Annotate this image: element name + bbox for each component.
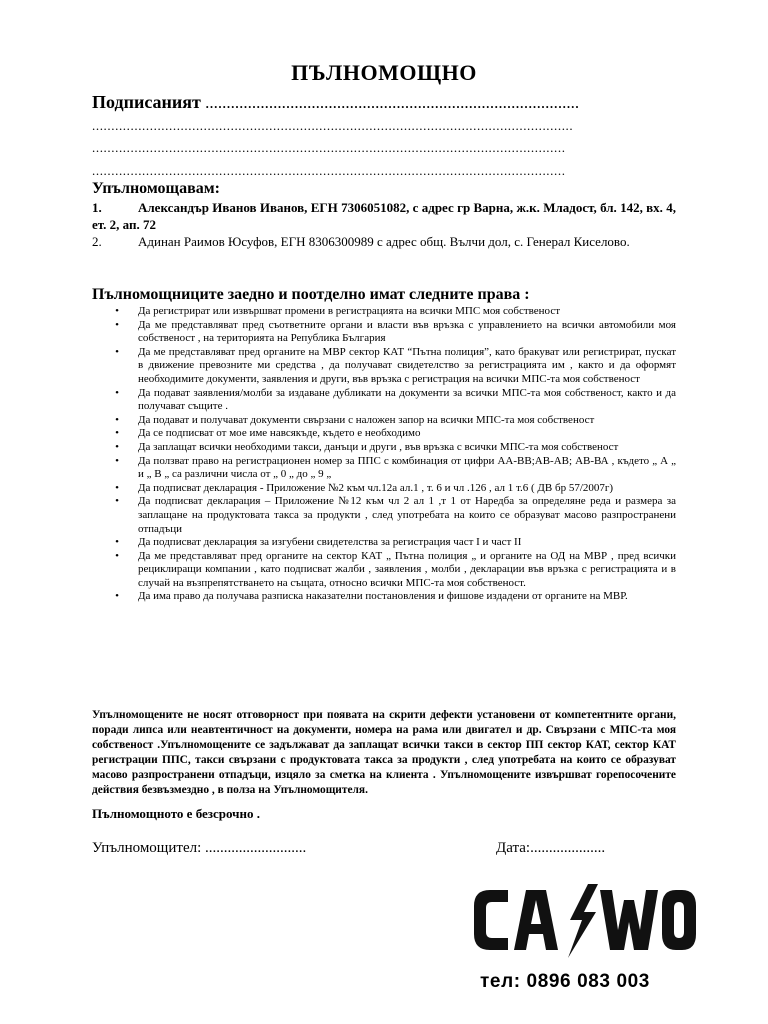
right-text: Да ме представляват пред органите на сектор КАТ „ Пътна полиция „ и органите на ОД на МВР , пред всички рециклиращи компании , като подписват жалби , заявления , молби , декларации във връзка с регистрацията и в случай на възпрепятстването на същата, относно всички МПС-та моя собственост. <box>138 549 676 589</box>
list-item <box>108 495 676 536</box>
bullet-icon: • <box>115 318 119 331</box>
list-item <box>108 305 676 319</box>
right-text: Да заплащат всички необходими такси, данъци и други , във връзка с всички МПС-та моя собственост <box>138 440 619 453</box>
right-text: Да подават заявления/молби за издаване дубликати на документи за всички МПС-та моя собственост, както и да получават същите . <box>138 386 676 413</box>
list-item <box>108 427 676 441</box>
rights-list <box>108 305 676 604</box>
right-text: Да подписват декларация - Приложение №2 към чл.12а ал.1 , т. 6 и чл .126 , ал 1 т.6 ( ДВ бр 57/2007г) <box>138 481 614 494</box>
list-item <box>108 590 676 604</box>
agent-text: Адинан Раимов Юсуфов, ЕГН 8306300989 с адрес общ. Вълчи дол, с. Генерал Киселово. <box>138 234 630 249</box>
right-text: Да ме представляват пред органите на МВР сектор КАТ “Пътна полиция”, като бракуват или регистрират, пускат в движение превозните ми средства , да получават свидетелство за регистрацията им , както и да оформят необходимите документи, заявления и други, във връзка с регистрация на всички МПС-та моя собственост <box>138 345 676 385</box>
bullet-icon: • <box>115 345 119 358</box>
right-text: Да ме представляват пред съответните органи и власти във връзка с управлението на всички автомобили моя собственост , на територията на Република България <box>138 318 676 345</box>
company-stamp <box>450 868 700 1002</box>
bullet-icon: • <box>115 536 119 549</box>
agent-number: 1. <box>92 200 102 215</box>
bullet-icon: • <box>115 440 119 453</box>
document-title: ПЪЛНОМОЩНО <box>291 60 477 85</box>
validity-statement: Пълномощното е безсрочно . <box>92 806 260 821</box>
signatory-blank: ........................................................................................ <box>205 93 580 112</box>
right-text: Да има право да получава разписка наказателни постановления и фишове издадени от органите на МВР. <box>138 590 628 603</box>
list-item <box>108 455 676 482</box>
list-item <box>108 536 676 550</box>
agent-2 <box>92 233 676 250</box>
bullet-icon: • <box>115 590 119 603</box>
list-item <box>108 319 676 346</box>
bullet-icon: • <box>115 305 119 317</box>
company-logo <box>450 868 700 968</box>
agent-number: 2. <box>92 234 102 249</box>
bullet-icon: • <box>115 549 119 562</box>
bullet-icon: • <box>115 386 119 399</box>
bullet-icon: • <box>115 427 119 440</box>
authorize-heading: Упълномощавам: <box>92 180 220 197</box>
right-text: Да подписват декларация – Приложение №12 към чл 2 ал 1 ,т 1 от Наредба за определяне реда и размера за заплащане на продуктовата такса за продукти , след употребата на които се образуват масово разпространени отпадъци <box>138 495 676 535</box>
date-line: Дата:.................... <box>496 840 606 856</box>
list-item <box>108 387 676 414</box>
right-text: Да ползват право на регистрационен номер за ППС с комбинация от цифри АА-ВВ;АВ-АВ; АВ-ВА , където „ А „ и „ В „ са различни числа от „ 0 „ до „ 9 „ <box>138 454 676 481</box>
principal-signature-line: Упълномощител: ........................... <box>92 840 307 856</box>
rights-heading: Пълномощниците заедно и поотделно имат следните права : <box>92 286 530 303</box>
bullet-icon: • <box>115 454 119 467</box>
bullet-icon: • <box>115 495 119 508</box>
list-item <box>108 346 676 387</box>
signatory-line <box>92 92 579 113</box>
list-item <box>108 550 676 591</box>
blank-line-3: ........................................................................................................................... <box>92 163 566 178</box>
agent-1 <box>92 199 676 233</box>
right-text: Да подписват декларация за изгубени свидетелства за регистрация част I и част II <box>138 536 522 549</box>
liability-notes: Упълномощените не носят отговорност при появата на скрити дефекти установени от компетентните органи, поради липса или неавтентичност на документи, номера на рама или двигател и др. Свързани с МПС-та моя собственост .Упълномощените се задължават да заплащат всички такси в сектор ПП сектор КАТ, сектор КАТ регистрации ППС, такси свързани с продуктовата такса за продукти , след употребата на които се образуват масово разпространени отпадъци, изцяло за сметка на клиента . Упълномощените извършват горепосочените действия безвъзмездно , в полза на Упълномощителя. <box>92 709 676 796</box>
signatory-label: Подписаният <box>92 92 201 112</box>
bullet-icon: • <box>115 413 119 426</box>
stamp-phone: тел: 0896 083 003 <box>480 971 650 992</box>
blank-line-2: ........................................................................................................................... <box>92 140 566 155</box>
right-text: Да подават и получават документи свързани с наложен запор на всички МПС-та моя собственост <box>138 413 595 426</box>
list-item <box>108 482 676 496</box>
list-item <box>108 414 676 428</box>
list-item <box>108 441 676 455</box>
right-text: Да се подписват от мое име навсякъде, където е необходимо <box>138 427 421 440</box>
bullet-icon: • <box>115 481 119 494</box>
agent-text: Александър Иванов Иванов, ЕГН 7306051082, с адрес гр Варна, ж.к. Младост, бл. 142, вх. 4, ет. 2, ап. 72 <box>92 200 676 232</box>
blank-line-1: ............................................................................................................................. <box>92 118 574 133</box>
right-text: Да регистрират или извършват промени в регистрацията на всички МПС моя собственост <box>138 305 561 317</box>
